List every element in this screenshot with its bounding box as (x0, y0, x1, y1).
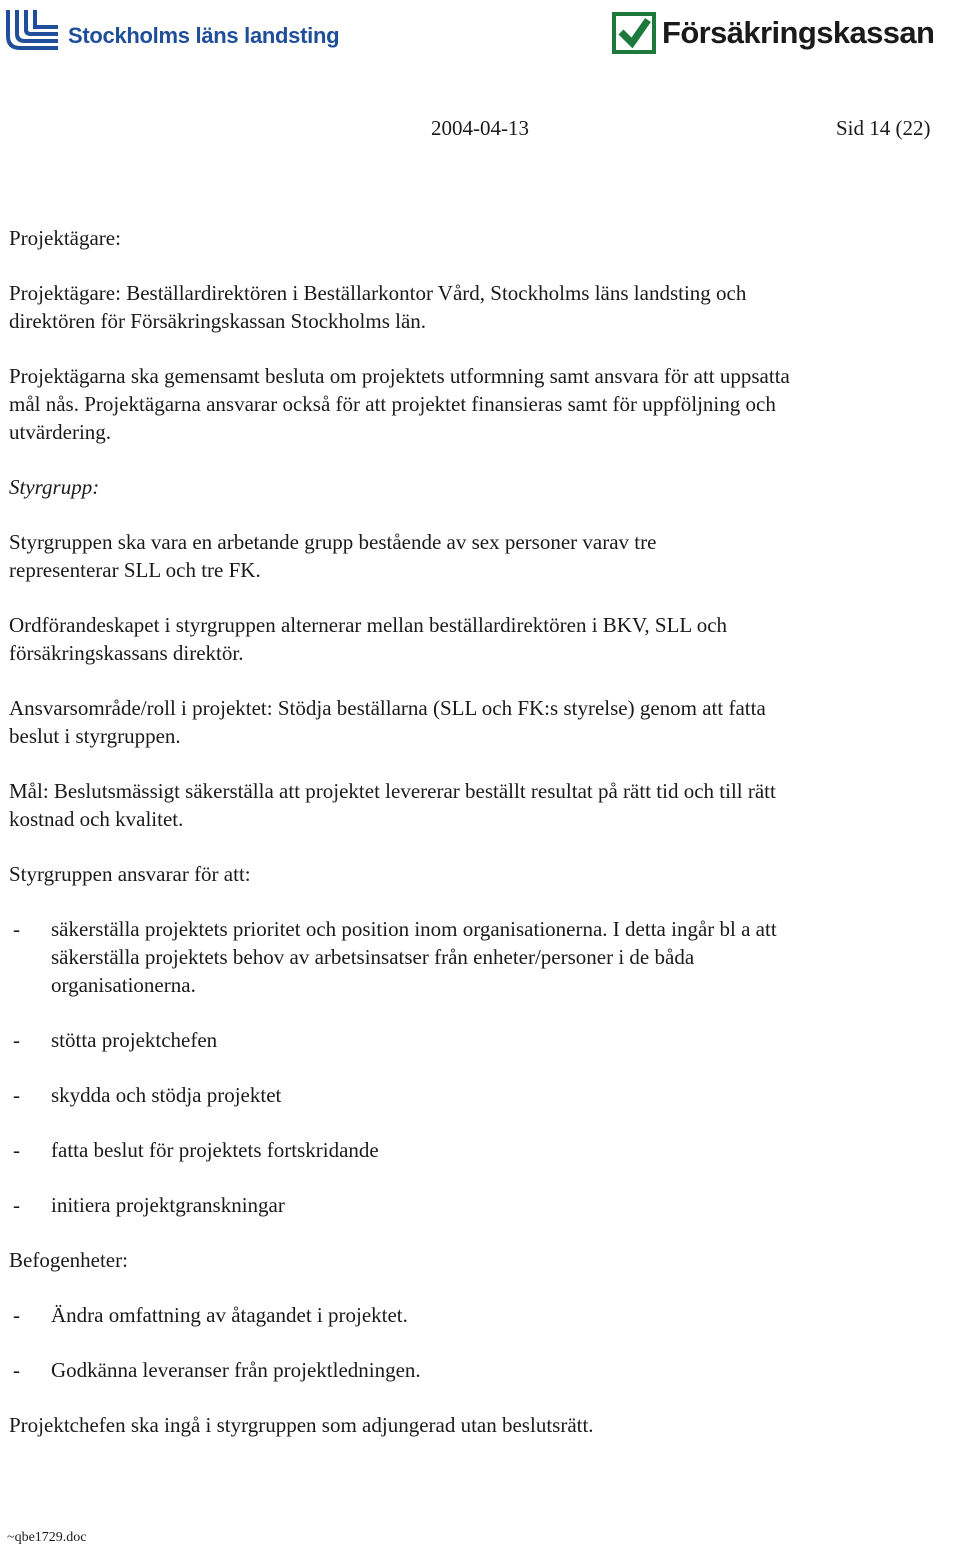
list-item-text: fatta beslut för projektets fortskridande (51, 1138, 379, 1162)
list-item-text: skydda och stödja projektet (51, 1083, 282, 1107)
fk-emblem-icon (612, 12, 656, 54)
list-dash: - (13, 1358, 20, 1382)
list-dash: - (13, 1303, 20, 1327)
list-dash: - (13, 1028, 20, 1052)
sll-logo-text: Stockholms läns landsting (68, 23, 340, 48)
paragraph-owner-2: Projektägarna ska gemensamt besluta om projektets utformning samt ansvara för att uppsatta mål nås. Projektägarna ansvarar också för att projektet finansieras samt för uppföljning och utvärdering. (9, 364, 790, 444)
list-item-text: säkerställa projektets prioritet och position inom organisationerna. I detta ingår bl a att säkerställa projektets behov av arbetsinsatser från enheter/personer i de båda organisationerna. (51, 917, 777, 997)
heading-authority: Befogenheter: (9, 1248, 128, 1272)
list-item (9, 1026, 939, 1054)
fk-logo (612, 10, 934, 56)
list-dash: - (13, 917, 20, 941)
paragraph-steering-2: Ordförandeskapet i styrgruppen alternerar mellan beställardirektören i BKV, SLL och försäkringskassans direktör. (9, 613, 728, 665)
paragraph-responsibilities-intro: Styrgruppen ansvarar för att: (9, 862, 251, 886)
list-item-text: initiera projektgranskningar (51, 1193, 285, 1217)
paragraph-steering-3: Ansvarsområde/roll i projektet: Stödja beställarna (SLL och FK:s styrelse) genom att fatta beslut i styrgruppen. (9, 696, 766, 748)
page-number: Sid 14 (22) (836, 116, 931, 140)
footer-filename: ~qbe1729.doc (7, 1530, 87, 1545)
paragraph-steering-4: Mål: Beslutsmässigt säkerställa att projektet levererar beställt resultat på rätt tid och till rätt kostnad och kvalitet. (9, 779, 776, 831)
paragraph-owner-1: Projektägare: Beställardirektören i Beställarkontor Vård, Stockholms läns landsting och direktören för Försäkringskassan Stockholms län. (9, 281, 747, 333)
heading-steering-group: Styrgrupp: (9, 475, 100, 499)
list-item-text: Godkänna leveranser från projektledningen. (51, 1358, 421, 1382)
fk-logo-text: Försäkringskassan (662, 15, 935, 50)
document-date: 2004-04-13 (431, 116, 529, 140)
paragraph-final: Projektchefen ska ingå i styrgruppen som adjungerad utan beslutsrätt. (9, 1413, 594, 1437)
document-body (9, 224, 939, 1439)
paragraph-steering-1: Styrgruppen ska vara en arbetande grupp bestående av sex personer varav tre representerar SLL och tre FK. (9, 530, 657, 582)
list-dash: - (13, 1138, 20, 1162)
list-item (9, 1191, 939, 1219)
list-item (9, 1081, 939, 1109)
sll-logo (4, 4, 339, 52)
list-item-text: Ändra omfattning av åtagandet i projektet. (51, 1303, 408, 1327)
list-item (9, 1356, 939, 1384)
list-dash: - (13, 1083, 20, 1107)
list-item (9, 1301, 939, 1329)
heading-project-owner: Projektägare: (9, 226, 121, 250)
list-item-text: stötta projektchefen (51, 1028, 218, 1052)
sll-emblem-icon (4, 8, 60, 52)
list-dash: - (13, 1193, 20, 1217)
list-item (9, 1136, 939, 1164)
list-item (9, 915, 791, 999)
